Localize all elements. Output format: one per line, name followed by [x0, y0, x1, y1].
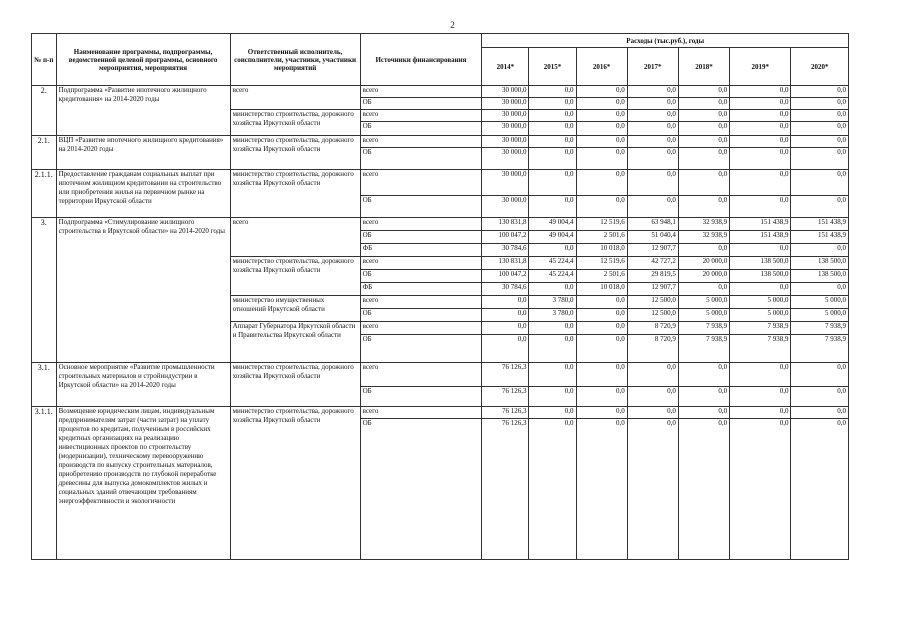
amount-cell: 0,0: [730, 363, 791, 387]
amount-cell: 49 004,4: [529, 218, 576, 231]
amount-cell: 0,0: [791, 170, 849, 196]
amount-cell: 0,0: [529, 335, 576, 363]
amount-cell: 0,0: [576, 296, 627, 309]
amount-cell: 0,0: [482, 309, 529, 322]
amount-cell: 42 727,2: [627, 257, 678, 270]
amount-cell: 76 126,3: [482, 363, 529, 387]
header-num: № п-п: [32, 34, 57, 86]
amount-cell: 0,0: [791, 136, 849, 148]
amount-cell: 8 720,9: [627, 335, 678, 363]
row-executor: министерство строительства, дорожного хозяйства Иркутской области: [230, 363, 360, 407]
row-name: Возмещение юридическим лицам, индивидуальным предпринимателям затрат (части затрат) на уплату процентов по кредитам, полученным в российских кредитных организациях на реализацию инвестиционных проектов по строительству (модернизации), техническому перевооружению производств по выпуску строительных материалов, приобретению производств по глубокой переработке древесины для выпуска домокомплектов жилых и социальных зданий отвечающим требованиям энергоэффективности и экологичности: [56, 407, 230, 560]
row-executor: министерство строительства, дорожного хозяйства Иркутской области: [230, 136, 360, 170]
header-year: 2019*: [730, 48, 791, 86]
amount-cell: 0,0: [730, 170, 791, 196]
amount-cell: 76 126,3: [482, 407, 529, 419]
amount-cell: 0,0: [730, 387, 791, 407]
row-index: 3.1.1.: [32, 407, 57, 560]
funding-source: всего: [360, 136, 482, 148]
row-index: 2.1.1.: [32, 170, 57, 218]
amount-cell: 2 501,6: [576, 231, 627, 244]
funding-source: ОБ: [360, 148, 482, 170]
amount-cell: 32 938,9: [678, 218, 729, 231]
amount-cell: 0,0: [678, 136, 729, 148]
amount-cell: 0,0: [678, 170, 729, 196]
amount-cell: 151 438,9: [730, 231, 791, 244]
amount-cell: 0,0: [576, 122, 627, 136]
amount-cell: 5 000,0: [678, 296, 729, 309]
amount-cell: 0,0: [678, 283, 729, 296]
amount-cell: 0,0: [529, 407, 576, 419]
amount-cell: 100 047,2: [482, 231, 529, 244]
amount-cell: 20 000,0: [678, 257, 729, 270]
funding-source: ОБ: [360, 231, 482, 244]
header-year: 2016*: [576, 48, 627, 86]
amount-cell: 0,0: [627, 196, 678, 218]
header-year: 2018*: [678, 48, 729, 86]
funding-source: ФБ: [360, 283, 482, 296]
amount-cell: 0,0: [627, 122, 678, 136]
amount-cell: 5 000,0: [791, 296, 849, 309]
amount-cell: 0,0: [627, 387, 678, 407]
row-name: Подпрограмма «Стимулирование жилищного строительства в Иркутской области» на 2014-2020 годы: [56, 218, 230, 363]
amount-cell: 0,0: [576, 86, 627, 98]
amount-cell: 7 938,9: [791, 322, 849, 335]
amount-cell: 0,0: [576, 110, 627, 122]
amount-cell: 30 000,0: [482, 110, 529, 122]
amount-cell: 0,0: [529, 283, 576, 296]
amount-cell: 12 907,7: [627, 283, 678, 296]
row-executor: министерство строительства, дорожного хозяйства Иркутской области: [230, 110, 360, 136]
amount-cell: 30 000,0: [482, 98, 529, 110]
funding-source: ОБ: [360, 122, 482, 136]
amount-cell: 0,0: [529, 387, 576, 407]
amount-cell: 7 938,9: [678, 322, 729, 335]
expenses-table: [31, 33, 849, 560]
amount-cell: 0,0: [529, 110, 576, 122]
amount-cell: 151 438,9: [791, 231, 849, 244]
amount-cell: 0,0: [730, 244, 791, 257]
funding-source: ОБ: [360, 335, 482, 363]
amount-cell: 0,0: [730, 110, 791, 122]
amount-cell: 0,0: [627, 148, 678, 170]
amount-cell: 10 018,0: [576, 283, 627, 296]
amount-cell: 45 224,4: [529, 270, 576, 283]
funding-source: ОБ: [360, 98, 482, 110]
row-name: ВЦП «Развитие ипотечного жилищного кредитования» на 2014-2020 годы: [56, 136, 230, 170]
amount-cell: 138 500,0: [791, 270, 849, 283]
amount-cell: 12 500,0: [627, 309, 678, 322]
table-row: [32, 86, 849, 98]
amount-cell: 0,0: [529, 122, 576, 136]
amount-cell: 30 000,0: [482, 148, 529, 170]
amount-cell: 0,0: [730, 196, 791, 218]
amount-cell: 0,0: [576, 309, 627, 322]
amount-cell: 30 784,6: [482, 283, 529, 296]
amount-cell: 7 938,9: [791, 335, 849, 363]
amount-cell: 151 438,9: [791, 218, 849, 231]
amount-cell: 0,0: [529, 363, 576, 387]
amount-cell: 0,0: [529, 148, 576, 170]
table-row: [32, 170, 849, 196]
amount-cell: 130 831,8: [482, 257, 529, 270]
amount-cell: 0,0: [529, 322, 576, 335]
row-executor: министерство строительства, дорожного хозяйства Иркутской области: [230, 170, 360, 218]
amount-cell: 45 224,4: [529, 257, 576, 270]
amount-cell: 0,0: [791, 283, 849, 296]
amount-cell: 0,0: [730, 419, 791, 560]
amount-cell: 0,0: [576, 98, 627, 110]
funding-source: ОБ: [360, 270, 482, 283]
amount-cell: 0,0: [678, 122, 729, 136]
funding-source: всего: [360, 110, 482, 122]
amount-cell: 0,0: [791, 122, 849, 136]
row-index: 2.: [32, 86, 57, 136]
header-expenses: Расходы (тыс.руб.), годы: [482, 34, 849, 48]
header-year: 2015*: [529, 48, 576, 86]
amount-cell: 10 018,0: [576, 244, 627, 257]
amount-cell: 8 720,9: [627, 322, 678, 335]
amount-cell: 0,0: [627, 136, 678, 148]
amount-cell: 0,0: [576, 136, 627, 148]
funding-source: ФБ: [360, 244, 482, 257]
amount-cell: 0,0: [576, 407, 627, 419]
amount-cell: 7 938,9: [678, 335, 729, 363]
amount-cell: 0,0: [730, 98, 791, 110]
row-executor: всего: [230, 86, 360, 110]
funding-source: ОБ: [360, 419, 482, 560]
table-row: [32, 407, 849, 419]
amount-cell: 0,0: [576, 387, 627, 407]
amount-cell: 2 501,6: [576, 270, 627, 283]
amount-cell: 0,0: [791, 98, 849, 110]
amount-cell: 0,0: [529, 86, 576, 98]
row-name: Подпрограмма «Развитие ипотечного жилищного кредитования» на 2014-2020 годы: [56, 86, 230, 136]
amount-cell: 138 500,0: [730, 257, 791, 270]
amount-cell: 12 907,7: [627, 244, 678, 257]
amount-cell: 0,0: [791, 419, 849, 560]
page-number: 2: [450, 20, 455, 30]
amount-cell: 3 780,0: [529, 296, 576, 309]
row-name: Основное мероприятие «Развитие промышленности строительных материалов и стройиндустрии в Иркутской области» на 2014-2020 годы: [56, 363, 230, 407]
row-executor: Аппарат Губернатора Иркутской области и Правительства Иркутской области: [230, 322, 360, 363]
amount-cell: 0,0: [730, 407, 791, 419]
row-executor: министерство строительства, дорожного хозяйства Иркутской области: [230, 257, 360, 296]
amount-cell: 0,0: [678, 407, 729, 419]
amount-cell: 5 000,0: [730, 309, 791, 322]
amount-cell: 30 000,0: [482, 86, 529, 98]
amount-cell: 0,0: [627, 170, 678, 196]
amount-cell: 0,0: [576, 196, 627, 218]
row-index: 2.1.: [32, 136, 57, 170]
amount-cell: 100 047,2: [482, 270, 529, 283]
amount-cell: 130 831,8: [482, 218, 529, 231]
header-year: 2014*: [482, 48, 529, 86]
amount-cell: 0,0: [627, 110, 678, 122]
amount-cell: 76 126,3: [482, 387, 529, 407]
amount-cell: 51 040,4: [627, 231, 678, 244]
row-index: 3.: [32, 218, 57, 363]
header-year: 2020*: [791, 48, 849, 86]
funding-source: всего: [360, 170, 482, 196]
amount-cell: 0,0: [678, 110, 729, 122]
amount-cell: 3 780,0: [529, 309, 576, 322]
amount-cell: 0,0: [791, 244, 849, 257]
amount-cell: 0,0: [730, 283, 791, 296]
amount-cell: 0,0: [576, 170, 627, 196]
amount-cell: 7 938,9: [730, 322, 791, 335]
amount-cell: 0,0: [482, 335, 529, 363]
row-index: 3.1.: [32, 363, 57, 407]
row-executor: всего: [230, 218, 360, 257]
amount-cell: 0,0: [678, 148, 729, 170]
amount-cell: 0,0: [529, 244, 576, 257]
amount-cell: 0,0: [627, 419, 678, 560]
amount-cell: 0,0: [482, 296, 529, 309]
amount-cell: 151 438,9: [730, 218, 791, 231]
amount-cell: 0,0: [791, 387, 849, 407]
amount-cell: 0,0: [529, 419, 576, 560]
header-name: Наименование программы, подпрограммы, ведомственной целевой программы, основного мероприятия, мероприятия: [56, 34, 230, 86]
amount-cell: 5 000,0: [791, 309, 849, 322]
amount-cell: 0,0: [576, 322, 627, 335]
amount-cell: 0,0: [529, 170, 576, 196]
amount-cell: 0,0: [529, 196, 576, 218]
amount-cell: 32 938,9: [678, 231, 729, 244]
amount-cell: 0,0: [678, 244, 729, 257]
funding-source: всего: [360, 296, 482, 309]
amount-cell: 76 126,3: [482, 419, 529, 560]
amount-cell: 0,0: [791, 363, 849, 387]
amount-cell: 29 819,5: [627, 270, 678, 283]
funding-source: ОБ: [360, 309, 482, 322]
amount-cell: 7 938,9: [730, 335, 791, 363]
amount-cell: 12 519,6: [576, 257, 627, 270]
amount-cell: 0,0: [678, 419, 729, 560]
amount-cell: 0,0: [627, 98, 678, 110]
funding-source: всего: [360, 322, 482, 335]
funding-source: всего: [360, 257, 482, 270]
amount-cell: 0,0: [678, 196, 729, 218]
row-name: Предоставление гражданам социальных выплат при ипотечном жилищном кредитовании на строительство или приобретения жилья на первичном рынке на территории Иркутской области: [56, 170, 230, 218]
amount-cell: 63 948,1: [627, 218, 678, 231]
amount-cell: 0,0: [576, 335, 627, 363]
amount-cell: 0,0: [791, 196, 849, 218]
amount-cell: 0,0: [627, 363, 678, 387]
amount-cell: 30 000,0: [482, 196, 529, 218]
amount-cell: 0,0: [678, 387, 729, 407]
row-executor: министерство имущественных отношений Иркутской области: [230, 296, 360, 322]
amount-cell: 0,0: [576, 363, 627, 387]
funding-source: ОБ: [360, 196, 482, 218]
amount-cell: 12 519,6: [576, 218, 627, 231]
funding-source: всего: [360, 218, 482, 231]
amount-cell: 5 000,0: [678, 309, 729, 322]
amount-cell: 0,0: [529, 136, 576, 148]
amount-cell: 0,0: [730, 86, 791, 98]
funding-source: всего: [360, 363, 482, 387]
amount-cell: 138 500,0: [791, 257, 849, 270]
amount-cell: 30 784,6: [482, 244, 529, 257]
amount-cell: 0,0: [627, 407, 678, 419]
row-executor: министерство строительства, дорожного хозяйства Иркутской области: [230, 407, 360, 560]
amount-cell: 0,0: [791, 110, 849, 122]
amount-cell: 5 000,0: [730, 296, 791, 309]
amount-cell: 0,0: [678, 86, 729, 98]
amount-cell: 0,0: [678, 98, 729, 110]
amount-cell: 12 500,0: [627, 296, 678, 309]
table-row: [32, 136, 849, 148]
amount-cell: 0,0: [627, 86, 678, 98]
amount-cell: 0,0: [482, 322, 529, 335]
amount-cell: 30 000,0: [482, 136, 529, 148]
funding-source: всего: [360, 407, 482, 419]
amount-cell: 20 000,0: [678, 270, 729, 283]
amount-cell: 49 004,4: [529, 231, 576, 244]
header-year: 2017*: [627, 48, 678, 86]
table-row: [32, 363, 849, 387]
amount-cell: 0,0: [576, 148, 627, 170]
amount-cell: 0,0: [730, 148, 791, 170]
funding-source: всего: [360, 86, 482, 98]
amount-cell: 0,0: [791, 86, 849, 98]
amount-cell: 30 000,0: [482, 122, 529, 136]
amount-cell: 0,0: [678, 363, 729, 387]
amount-cell: 0,0: [791, 148, 849, 170]
amount-cell: 0,0: [529, 98, 576, 110]
amount-cell: 0,0: [791, 407, 849, 419]
header-source: Источники финансирования: [360, 34, 482, 86]
amount-cell: 0,0: [730, 136, 791, 148]
amount-cell: 138 500,0: [730, 270, 791, 283]
table-row: [32, 218, 849, 231]
amount-cell: 30 000,0: [482, 170, 529, 196]
amount-cell: 0,0: [730, 122, 791, 136]
funding-source: ОБ: [360, 387, 482, 407]
amount-cell: 0,0: [576, 419, 627, 560]
header-executor: Ответственный исполнитель, соисполнители, участники, участники мероприятий: [230, 34, 360, 86]
